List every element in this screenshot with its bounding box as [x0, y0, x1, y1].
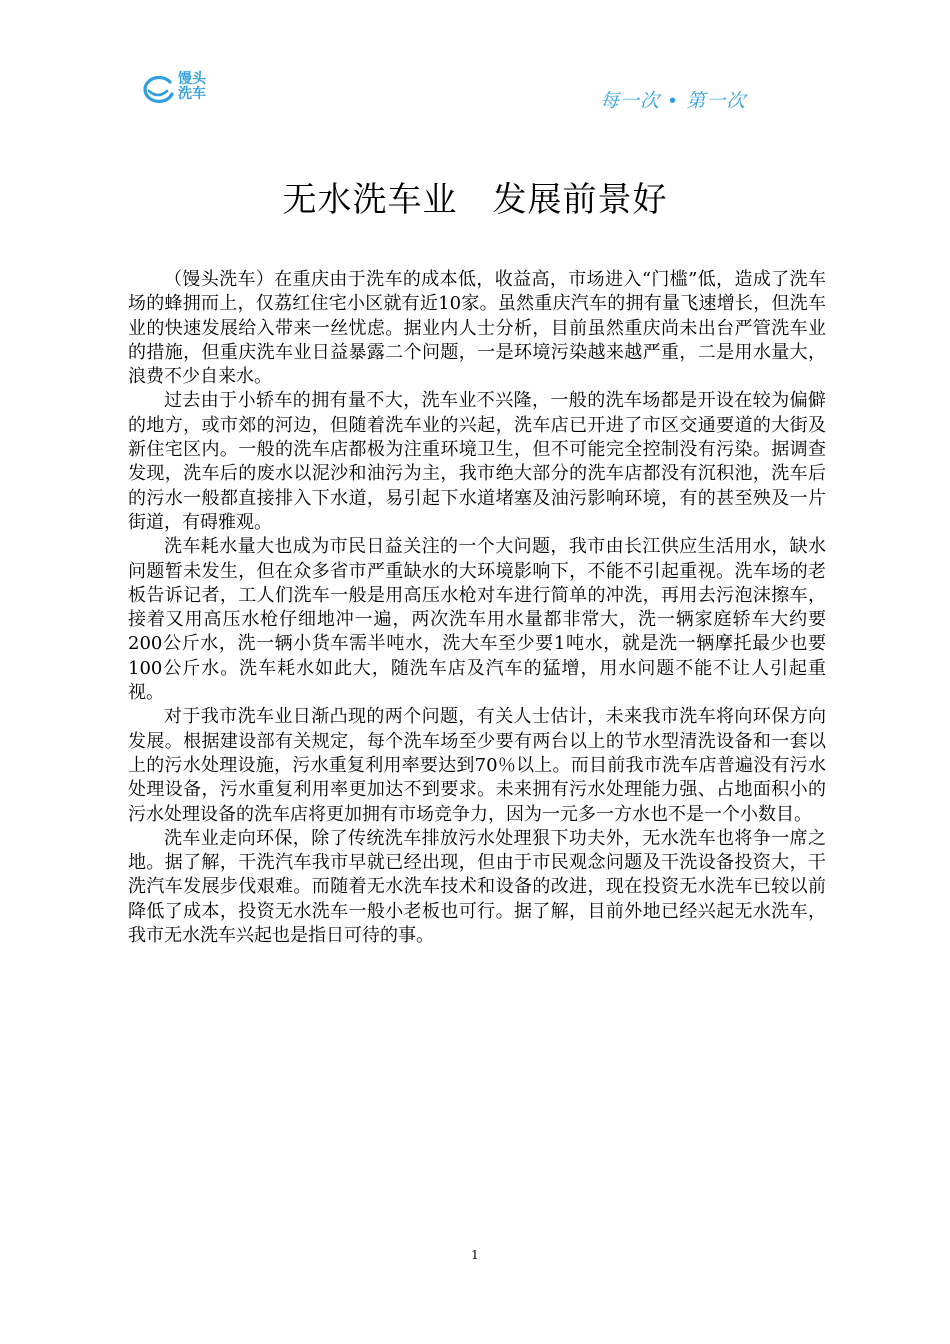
logo-text-line2: 洗车: [178, 86, 206, 102]
paragraph: （馒头洗车）在重庆由于洗车的成本低，收益高，市场进入“门槛”低，造成了洗车场的蜂拥而上，仅荔红住宅小区就有近10家。虽然重庆汽车的拥有量飞速增长，但洗车业的快速发展给入带来一丝忧虑。据业内人士分析，目前虽然重庆尚未出台严管洗车业的措施，但重庆洗车业日益暴露二个问题，一是环境污染越来越严重，二是用水量大，浪费不少自来水。: [128, 269, 826, 388]
paragraph: 过去由于小轿车的拥有量不大，洗车业不兴隆，一般的洗车场都是开设在较为偏僻的地方，或市郊的河边，但随着洗车业的兴起，洗车店已开进了市区交通要道的大街及新住宅区内。一般的洗车店都极为注重环境卫生，但不可能完全控制没有污染。据调查发现，洗车后的废水以泥沙和油污为主，我市绝大部分的洗车店都没有沉积池，洗车后的污水一般都直接排入下水道，易引起下水道堵塞及油污影响环境，有的甚至殃及一片街道，有碍雅观。: [128, 390, 826, 533]
brand-logo: [140, 72, 220, 106]
article-title: 无水洗车业 发展前景好: [282, 180, 668, 220]
paragraph: 洗车耗水量大也成为市民日益关注的一个大问题，我市由长江供应生活用水，缺水问题暂未发生，但在众多省市严重缺水的大环境影响下，不能不引起重视。洗车场的老板告诉记者，工人们洗车一般是用高压水枪对车进行简单的冲洗，再用去污泡沫擦车，接着又用高压水枪仔细地冲一遍，两次洗车用水量都非常大，洗一辆家庭轿车大约要200公斤水，洗一辆小货车需半吨水，洗大车至少要1吨水，就是洗一辆摩托最少也要100公斤水。洗车耗水如此大，随洗车店及汽车的猛增，用水问题不能不让人引起重视。: [128, 536, 826, 704]
logo-wordmark: [178, 72, 220, 102]
article-body: [128, 268, 826, 948]
paragraph: 对于我市洗车业日渐凸现的两个问题，有关人士估计，未来我市洗车将向环保方向发展。根据建设部有关规定，每个洗车场至少要有两台以上的节水型清洗设备和一套以上的污水处理设施，污水重复利用率要达到70％以上。而目前我市洗车店普遍没有污水处理设备，污水重复利用率更加达不到要求。未来拥有污水处理能力强、占地面积小的污水处理设备的洗车店将更加拥有市场竞争力，因为一元多一方水也不是一个小数目。: [128, 706, 826, 825]
smile-logo-icon: [140, 74, 176, 104]
header-tagline: 每一次 • 第一次: [600, 90, 747, 112]
paragraph: 洗车业走向环保，除了传统洗车排放污水处理狠下功夫外，无水洗车也将争一席之地。据了解，干洗汽车我市早就已经出现，但由于市民观念问题及干洗设备投资大，干洗汽车发展步伐艰难。而随着无水洗车技术和设备的改进，现在投资无水洗车已较以前降低了成本，投资无水洗车一般小老板也可行。据了解，目前外地已经兴起无水洗车，我市无水洗车兴起也是指日可待的事。: [128, 827, 826, 947]
logo-text-line1: 馒头: [178, 71, 206, 87]
page-number: 1: [471, 1248, 479, 1262]
